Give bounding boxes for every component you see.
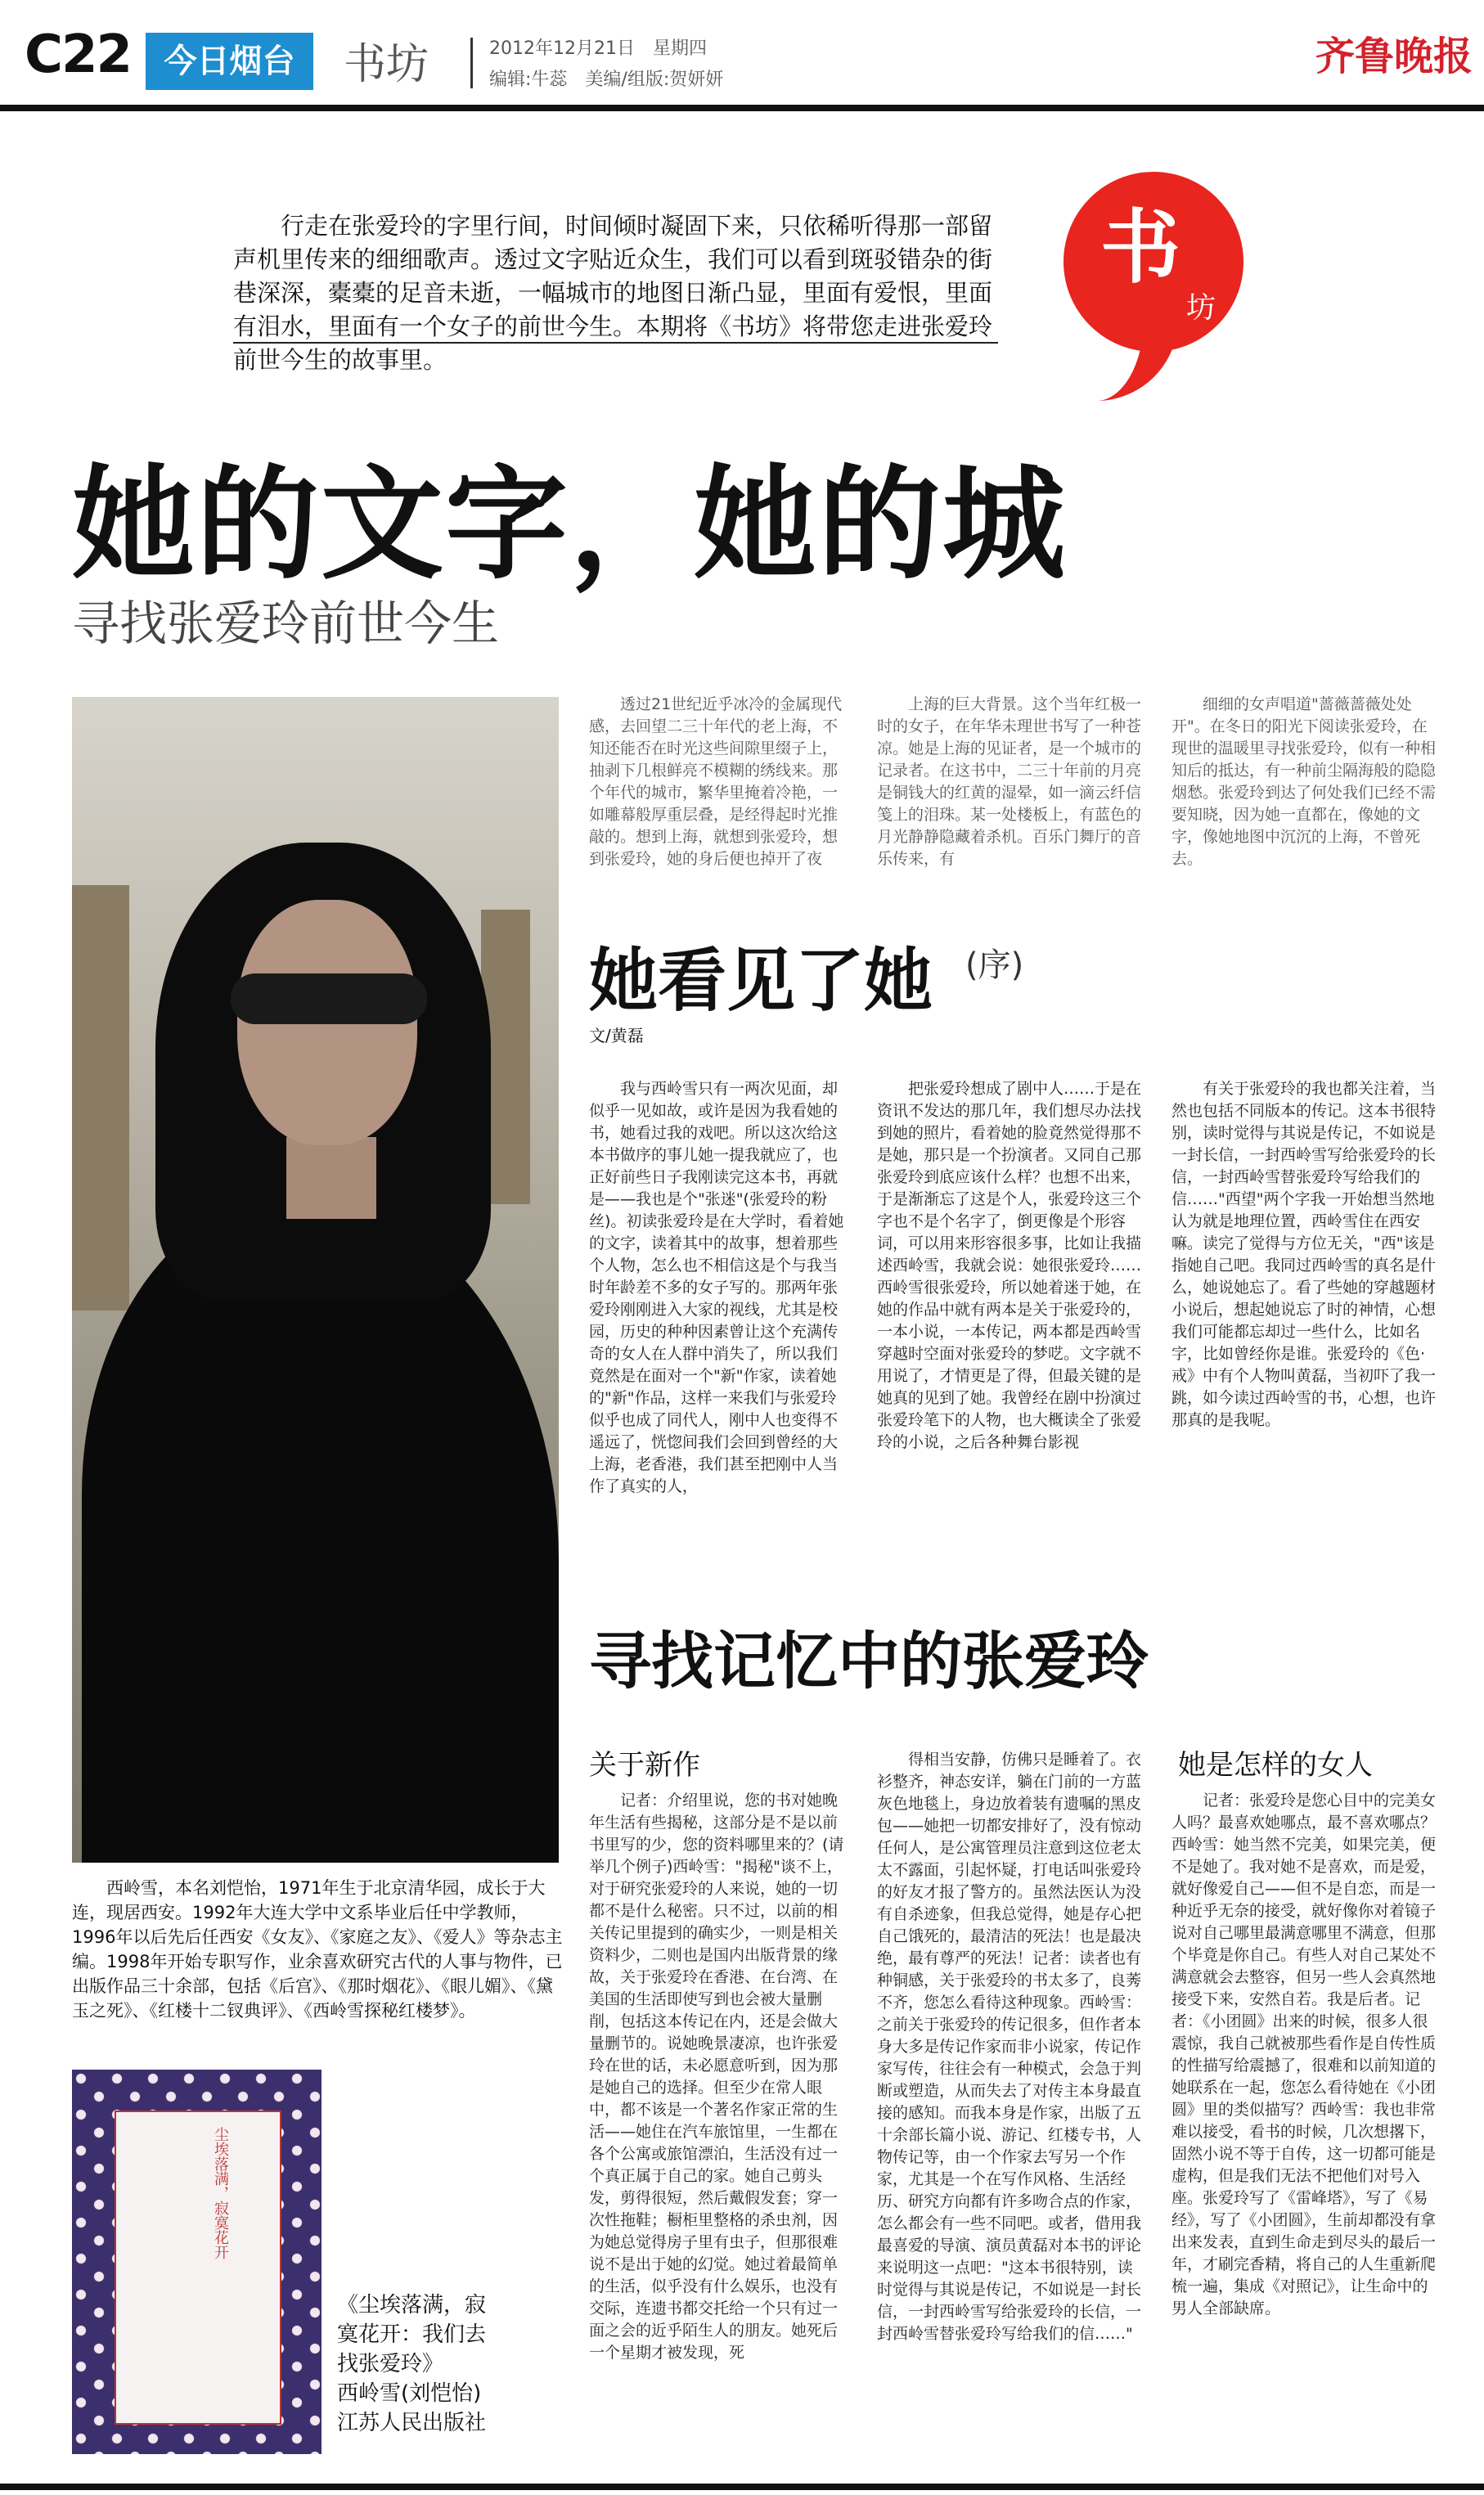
article-column: 得相当安静，仿佛只是睡着了。衣衫整齐，神态安详，躺在门前的一方蓝灰色地毯上，身边放着装有遗嘱的黑皮包——她把一切都安排好了，没有惊动任何人，是公寓管理员注意到这位老太太不露面，引起怀疑，打电话叫张爱玲的好友才报了警方的。虽然法医认为没有自杀迹象，但我总觉得，她是存心把自己饿死的，最清洁的死法！也是最决绝，最有尊严的死法！记者：读者也有种铜感，关于张爱玲的书太多了，良莠不齐，您怎么看待这种现象。西岭雪：之前关于张爱玲的传记很多，但作者本身大多是传记作家而非小说家，传记作家写传，往往会有一种模式，会急于判断或塑造，从而失去了对传主本身最直接的感知。而我本身是作家，出版了五十余部长篇小说、游记、红楼专书，人物传记等，由一个作家去写另一个作家，尤其是一个在写作风格、生活经历、研究方向都有许多吻合点的作家，怎么都会有一些不同吧。或者，借用我最喜爱的导演、演员黄磊对本书的评论来说明这一点吧："这本书很特别，读时觉得与其说是传记，不如说是一封长信，一封西岭雪写给张爱玲的长信，一封西岭雪替张爱玲写给我们的信……" [877, 1751, 1142, 2343]
article-column: 上海的巨大背景。这个当年红极一时的女子，在年华未理世书写了一种苍凉。她是上海的见证者，是一个城市的记录者。在这书中，二三十年前的月亮是铜钱大的红黄的湿晕，如一滴云纤信笺上的泪珠。某一处楼板上，有蓝色的月光静静隐藏着杀机。百乐门舞厅的音乐传来，有 [877, 695, 1142, 868]
book-cover-title: 尘埃落满，寂寞花开 [212, 2127, 229, 2259]
section-title: 书坊 [344, 40, 429, 89]
section-tag: 今日烟台 [146, 33, 313, 90]
article-column: 我与西岭雪只有一两次见面，却似乎一见如故，或许是因为我看她的书，她看过我的戏吧。所以这次给这本书做序的事儿她一提我就应了，也正好前些日子我刚读完这本书，再就是——我也是个"张迷"(张爱玲的粉丝)。初读张爱玲是在大学时，看着她的文字，读着其中的故事，想着那些个人物，怎么也不相信这是个与我当时年龄差不多的女子写的。那两年张爱玲刚刚进入大家的视线，尤其是校园，历史的种种因素曾让这个充满传奇的女人在人群中消失了，所以我们竟然是在面对一个"新"作家，读着她的"新"作品，这样一来我们与张爱玲似乎也成了同代人，刚中人也变得不遥远了，恍惚间我们会回到曾经的大上海，老香港，我们甚至把刚中人当作了真实的人， [589, 1080, 844, 1495]
byline: 文/黄磊 [589, 1026, 644, 1045]
header-date: 2012年12月21日 星期四 [489, 38, 707, 59]
bottom-rule [0, 2484, 1484, 2490]
subheadline: 寻找张爱玲前世今生 [72, 596, 500, 651]
intro-paragraph: 行走在张爱玲的字里行间，时间倾时凝固下来，只依稀听得那一部留声机里传来的细细歌声。透过文字贴近众生，我们可以看到斑驳错杂的街巷深深，橐橐的足音未逝，一幅城市的地图日渐凸显，里面有爱恨，里面有泪水，里面有一个女子的前世今生。本期将《书坊》将带您走进张爱玲前世今生的故事里。 [233, 212, 993, 374]
book-publisher: 江苏人民出版社 [337, 2411, 487, 2435]
figure-neck [286, 1137, 376, 1219]
header-divider [470, 38, 473, 88]
article-column: 把张爱玲想成了剧中人……于是在资讯不发达的那几年，我们想尽办法找到她的照片，看着她的脸竟然觉得那不是她，那只是一个扮演者。又同自己那张爱玲到底应该什么样？也想不出来，于是渐渐忘了这是个人，张爱玲这三个字也不是个名字了，倒更像是个形容词，可以用来形容很多事，比如让我描述西岭雪，我就会说：她很张爱玲……西岭雪很张爱玲，所以她着迷于她，在她的作品中就有两本是关于张爱玲的，一本小说，一本传记，两本都是西岭雪穿越时空面对张爱玲的梦呓。文字就不用说了，才情更是了得，但最关键的是她真的见到了她。我曾经在剧中扮演过张爱玲笔下的人物，也大概读全了张爱玲的小说，之后各种舞台影视 [877, 1080, 1142, 1451]
column-heading: 关于新作 [589, 1749, 700, 1782]
header-editor: 编辑:牛蕊 美编/组版:贺妍妍 [489, 70, 724, 90]
book-author: 西岭雪(刘恺怡) [337, 2381, 482, 2406]
column-heading: 她是怎样的女人 [1178, 1749, 1373, 1782]
section-heading-interview: 寻找记忆中的张爱玲 [589, 1625, 1149, 1697]
book-info [337, 2290, 501, 2438]
book-mark-char: 书 [1100, 201, 1181, 294]
tower-left [72, 885, 129, 1310]
photo-caption: 西岭雪，本名刘恺怡，1971年生于北京清华园，成长于大连，现居西安。1992年大连大学中文系毕业后任中学教师，1996年以后先后任西安《女友》、《家庭之友》、《爱人》等杂志主编。1998年开始专职写作，业余喜欢研究古代的人事与物件，已出版作品三十余部，包括《后宫》、《那时烟花》、《眼儿媚》、《黛玉之死》、《红楼十二钗典评》、《西岭雪探秘红楼梦》。 [72, 1878, 563, 2021]
section-heading-tag: (序) [965, 946, 1024, 984]
article-column: 有关于张爱玲的我也都关注着，当然也包括不同版本的传记。这本书很特别，读时觉得与其说是传记，不如说是一封长信，一封西岭雪写给张爱玲的长信，一封西岭雪替张爱玲写给我们的信……"西望"两个字我一开始想当然地认为就是地理位置，西岭雪住在西安嘛。读完了觉得与方位无关，"西"该是指她自己吧。我同过西岭雪的真名是什么，她说她忘了。看了些她的穿越题材小说后，想起她说忘了时的神情，心想我们可能都忘却过一些什么，比如名字，比如曾经你是谁。张爱玲的《色·戒》中有个人物叫黄磊，当初吓了我一跳，如今读过西岭雪的书，心想，也许那真的是我呢。 [1171, 1080, 1437, 1429]
book-title: 《尘埃落满，寂寞花开：我们去找张爱玲》 [337, 2293, 487, 2376]
article-column: 透过21世纪近乎冰冷的金属现代感，去回望二三十年代的老上海，不知还能否在时光这些间隙里缀子上，抽剥下几根鲜亮不模糊的绣线来。那个年代的城市，繁华里掩着冷艳，一如雕幕般厚重层叠，是经得起时光推敲的。想到上海，就想到张爱玲，想到张爱玲，她的身后便也掉开了夜 [589, 695, 843, 868]
intro-rule [233, 342, 998, 344]
newspaper-logo: 齐鲁晚报 [1315, 34, 1473, 79]
article-column: 细细的女声唱道"蔷薇蔷薇处处开"。在冬日的阳光下阅读张爱玲，在现世的温暖里寻找张爱玲，似有一种相知后的抵达，有一种前尘隔海般的隐隐烟愁。张爱玲到达了何处我们已经不需要知晓，因为她一直都在，像她的文字，像她地图中沉沉的上海，不曾死去。 [1171, 695, 1437, 868]
book-mark-tail [1064, 294, 1178, 401]
page-header [0, 0, 1484, 106]
article-column: 记者：介绍里说，您的书对她晚年生活有些揭秘，这部分是不是以前书里写的少，您的资料哪里来的？(请举几个例子)西岭雪："揭秘"谈不上，对于研究张爱玲的人来说，她的一切都不是什么秘密。只不过，以前的相关传记里提到的确实少，一则是相关资料少，二则也是国内出版背景的缘故，关于张爱玲在香港、在台湾、在美国的生活即使写到也会被大量删削，包括这本传记在内，还是会做大量删节的。说她晚景凄凉，也许张爱玲在世的话，未必愿意听到，因为那是她自己的选择。但至少在常人眼中，都不该是一个著名作家正常的生活——她住在汽车旅馆里，一生都在各个公寓或旅馆漂泊，生活没有过一个真正属于自己的家。她自己剪头发，剪得很短，然后戴假发套；穿一次性拖鞋；橱柜里整格的杀虫剂，因为她总觉得房子里有虫子，但那很难说不是出于她的幻觉。她过着最简单的生活，似乎没有什么娱乐，也没有交际，连遗书都交托给一个只有过一面之会的近乎陌生人的朋友。她死后一个星期才被发现，死 [589, 1791, 844, 2362]
book-cover-panel [115, 2111, 281, 2425]
book-mark-sub: 坊 [1186, 291, 1216, 325]
page-number: C22 [25, 25, 132, 85]
headline: 她的文字，她的城 [72, 454, 1068, 596]
article-column: 记者：张爱玲是您心目中的完美女人吗？最喜欢她哪点，最不喜欢哪点？西岭雪：她当然不完美，如果完美，便不是她了。我对她不是喜欢，而是爱，就好像爱自己——但不是自恋，而是一种近乎无奈的接受，就好像你对着镜子说对自己哪里最满意哪里不满意，但那个毕竟是你自己。有些人对自己某处不满意就会去整容，但另一些人会真然地接受下来，安然自若。我是后者。记者：《小团圆》出来的时候，很多人很震惊，我自己就被那些看作是自传性质的性描写给震撼了，很难和以前知道的她联系在一起，您怎么看待她在《小团圆》里的类似描写？西岭雪：我也非常难以接受，看书的时候，几次想撂下，固然小说不等于自传，这一切都可能是虚构，但是我们无法不把他们对号入座。张爱玲写了《雷峰塔》，写了《易经》，写了《小团圆》，生前却都没有拿出来发表，直到生命走到尽头的最后一年，才刷完香精，将自己的人生重新爬梳一遍，集成《对照记》，让生命中的男人全部缺席。 [1171, 1791, 1437, 2317]
section-heading-preface: 她看见了她 [589, 941, 933, 1021]
top-rule [0, 105, 1484, 111]
sunglasses [231, 973, 427, 1024]
